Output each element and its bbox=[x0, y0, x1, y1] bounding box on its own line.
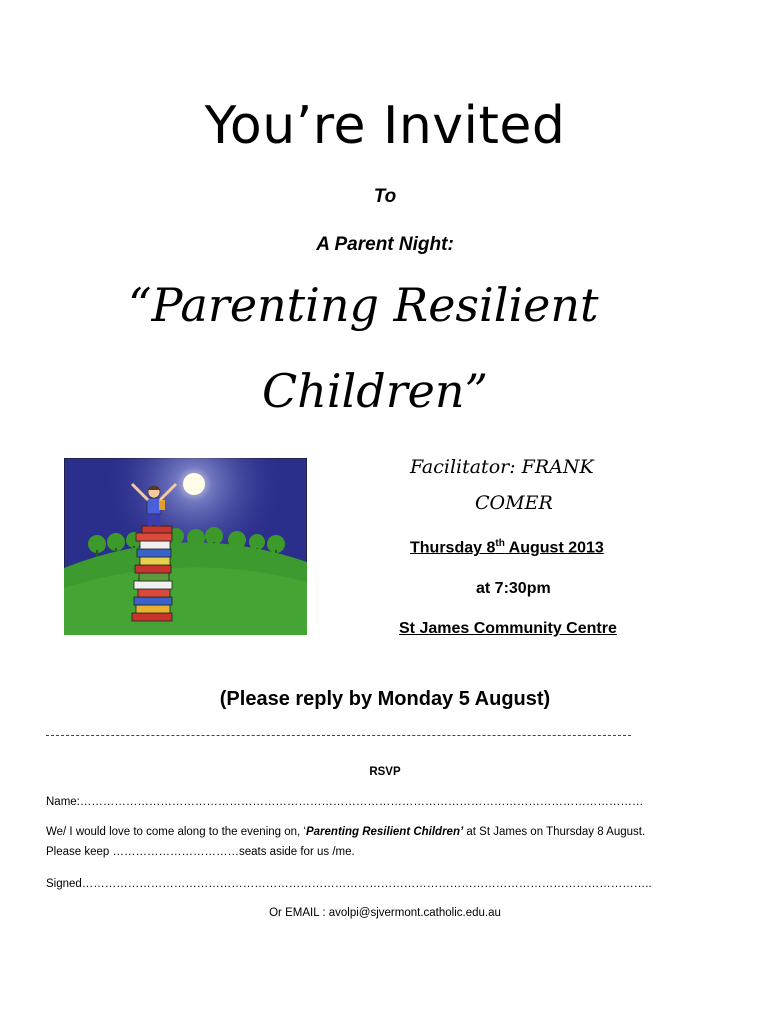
signature-field: Signed………………………………………………………………………………………………………………………………….. bbox=[46, 878, 652, 890]
child-on-books-icon bbox=[64, 458, 307, 635]
invitation-title: You’re Invited bbox=[204, 96, 566, 156]
name-field: Name:………………………………………………………………………………………………………………………………… bbox=[46, 796, 644, 808]
attendance-suffix: at St James on Thursday 8 August. bbox=[463, 826, 646, 838]
event-venue: St James Community Centre bbox=[399, 620, 617, 637]
event-date-month-year: August 2013 bbox=[504, 539, 604, 557]
reply-by-notice: (Please reply by Monday 5 August) bbox=[219, 688, 551, 710]
event-date-ordinal: th bbox=[495, 538, 505, 549]
event-date-day: Thursday 8 bbox=[410, 539, 496, 557]
facilitator-line2: COMER bbox=[475, 492, 553, 514]
cut-line-divider bbox=[46, 735, 631, 736]
event-title-line2: Children” bbox=[262, 364, 489, 418]
event-date bbox=[410, 538, 604, 557]
attendance-statement bbox=[46, 826, 645, 838]
facilitator-line1: Facilitator: FRANK bbox=[410, 456, 594, 478]
attendance-event-name: Parenting Resilient Children’ bbox=[305, 826, 464, 838]
to-label: To bbox=[373, 186, 397, 207]
parent-night-label: A Parent Night: bbox=[316, 234, 454, 255]
event-title-line1: “Parenting Resilient bbox=[128, 278, 599, 332]
event-time: at 7:30pm bbox=[476, 580, 551, 597]
seats-field: Please keep ……………………………seats aside for us /me. bbox=[46, 846, 355, 858]
rsvp-heading: RSVP bbox=[369, 766, 401, 778]
contact-email: Or EMAIL : avolpi@sjvermont.catholic.edu.au bbox=[269, 907, 501, 919]
attendance-prefix: We/ I would love to come along to the evening on, ‘ bbox=[46, 826, 306, 838]
